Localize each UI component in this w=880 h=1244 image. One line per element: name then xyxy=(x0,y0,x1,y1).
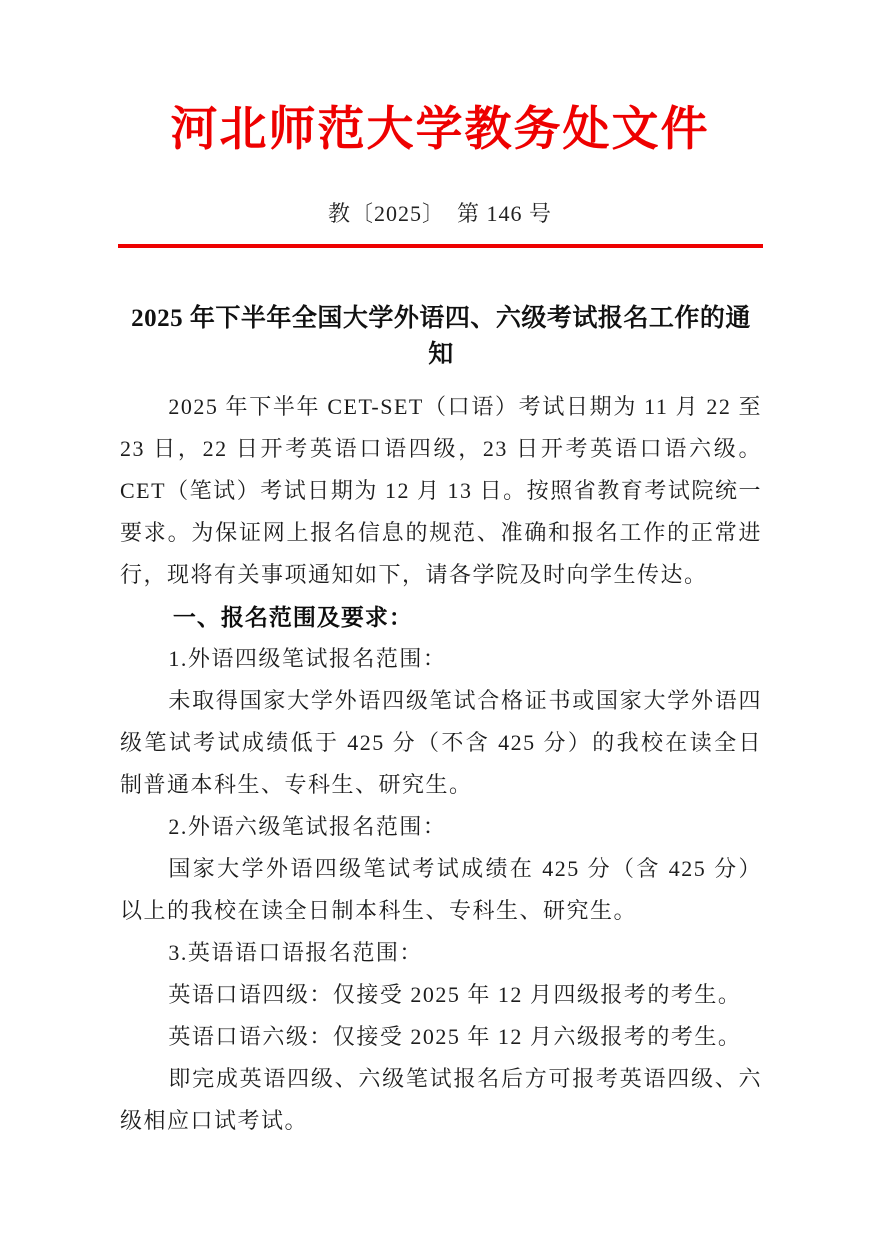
item-3-paragraph-prerequisite: 即完成英语四级、六级笔试报名后方可报考英语四级、六级相应口试考试。 xyxy=(120,1066,762,1133)
section-1-heading: 一、报名范围及要求： xyxy=(172,604,413,630)
item-2-paragraph: 国家大学外语四级笔试考试成绩在 425 分（含 425 分）以上的我校在读全日制本科生、专科生、研究生。 xyxy=(120,856,762,923)
notice-body xyxy=(0,301,880,1142)
item-1-paragraph: 未取得国家大学外语四级笔试合格证书或国家大学外语四级笔试考试成绩低于 425 分（不含 425 分）的我校在读全日制普通本科生、专科生、研究生。 xyxy=(120,688,762,797)
document-number: 教〔2025〕 第 146 号 xyxy=(327,201,552,226)
item-3-label: 3.英语语口语报名范围： xyxy=(168,940,423,965)
intro-paragraph: 2025 年下半年 CET-SET（口语）考试日期为 11 月 22 至 23 日，22 日开考英语口语四级，23 日开考英语口语六级。CET（笔试）考试日期为 12 月 13 日。按照省教育考试院统一要求。为保证网上报名信息的规范、准确和报名工作的正常进行，现将有关事项通知如下，请各学院及时向学生传达。 xyxy=(120,394,762,587)
item-3-paragraph-oral-cet6: 英语口语六级：仅接受 2025 年 12 月六级报考的考生。 xyxy=(168,1024,742,1049)
item-1-label: 1.外语四级笔试报名范围： xyxy=(168,646,447,671)
red-separator-rule xyxy=(118,244,763,248)
letterhead-title: 河北师范大学教务处文件 xyxy=(170,104,710,156)
item-2-label: 2.外语六级笔试报名范围： xyxy=(168,814,447,839)
notice-title: 2025 年下半年全国大学外语四、六级考试报名工作的通知 xyxy=(131,305,751,368)
item-3-paragraph-oral-cet4: 英语口语四级：仅接受 2025 年 12 月四级报考的考生。 xyxy=(168,982,742,1007)
